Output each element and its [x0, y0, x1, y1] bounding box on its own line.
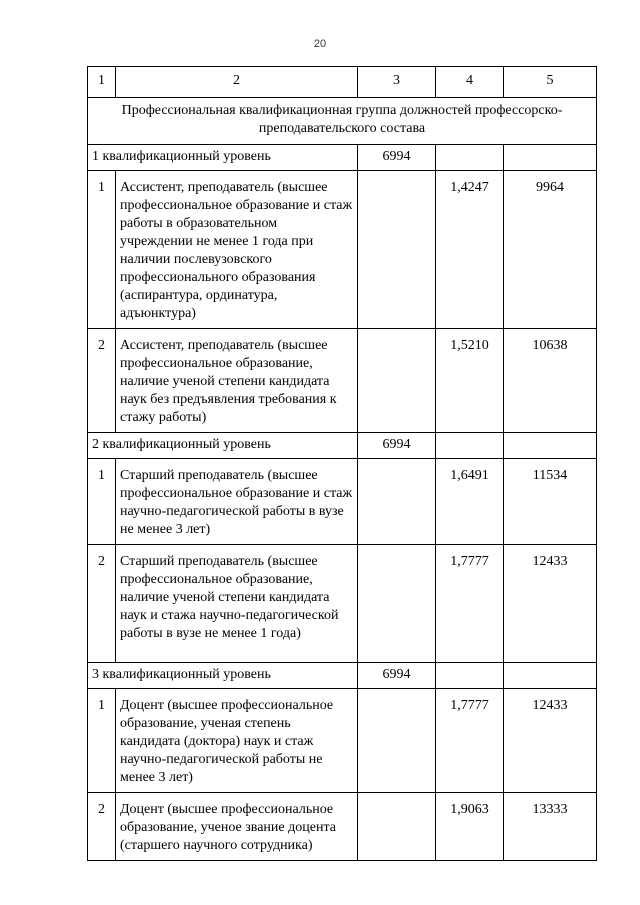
table-row — [88, 329, 597, 433]
salary-cell: 9964 — [504, 171, 597, 329]
coefficient-cell: 1,4247 — [436, 171, 504, 329]
row-number: 2 — [88, 793, 116, 861]
position-description: Доцент (высшее профессиональное образование, ученое звание доцента (старшего научного сотрудника) — [116, 793, 358, 861]
row-number: 1 — [88, 459, 116, 545]
base-salary-cell: 6994 — [358, 145, 436, 171]
coefficient-cell: 1,7777 — [436, 545, 504, 663]
coefficient-cell: 1,5210 — [436, 329, 504, 433]
empty-cell — [436, 145, 504, 171]
column-number-cell: 3 — [358, 67, 436, 98]
empty-cell — [358, 171, 436, 329]
group-title: Профессиональная квалификационная группа должностей профессорско-преподавательского состава — [88, 98, 597, 145]
table-row — [88, 171, 597, 329]
empty-cell — [436, 663, 504, 689]
salary-cell: 12433 — [504, 689, 597, 793]
salary-cell: 12433 — [504, 545, 597, 663]
row-number: 1 — [88, 689, 116, 793]
table-row — [88, 545, 597, 663]
qualification-level-row — [88, 663, 597, 689]
empty-cell — [358, 689, 436, 793]
empty-cell — [504, 663, 597, 689]
column-number-cell: 1 — [88, 67, 116, 98]
salary-table — [87, 66, 597, 861]
salary-cell: 13333 — [504, 793, 597, 861]
position-description: Старший преподаватель (высшее профессиональное образование, наличие ученой степени кандидата наук и стажа научно-педагогической работы в вузе не менее 1 года) — [116, 545, 358, 663]
row-number: 1 — [88, 171, 116, 329]
qualification-level-title: 3 квалификационный уровень — [88, 663, 358, 689]
row-number: 2 — [88, 329, 116, 433]
qualification-level-title: 2 квалификационный уровень — [88, 433, 358, 459]
empty-cell — [504, 145, 597, 171]
coefficient-cell: 1,9063 — [436, 793, 504, 861]
base-salary-cell: 6994 — [358, 433, 436, 459]
position-description: Ассистент, преподаватель (высшее профессиональное образование, наличие ученой степени кандидата наук без предъявления требования к стажу работы) — [116, 329, 358, 433]
salary-cell: 10638 — [504, 329, 597, 433]
empty-cell — [358, 545, 436, 663]
row-number: 2 — [88, 545, 116, 663]
empty-cell — [358, 329, 436, 433]
base-salary-cell: 6994 — [358, 663, 436, 689]
qualification-level-title: 1 квалификационный уровень — [88, 145, 358, 171]
position-description: Старший преподаватель (высшее профессиональное образование и стаж научно-педагогической работы в вузе не менее 3 лет) — [116, 459, 358, 545]
empty-cell — [436, 433, 504, 459]
position-description: Ассистент, преподаватель (высшее профессиональное образование и стаж работы в образовательном учреждении не менее 1 года при наличии послевузовского профессионального образования (аспирантура, ординатура, адъюнктура) — [116, 171, 358, 329]
column-number-cell: 4 — [436, 67, 504, 98]
qualification-level-row — [88, 145, 597, 171]
empty-cell — [358, 459, 436, 545]
page-number: 20 — [313, 38, 327, 50]
table-row — [88, 459, 597, 545]
table-row — [88, 793, 597, 861]
empty-cell — [358, 793, 436, 861]
qualification-level-row — [88, 433, 597, 459]
empty-cell — [504, 433, 597, 459]
coefficient-cell: 1,6491 — [436, 459, 504, 545]
column-number-cell: 5 — [504, 67, 597, 98]
coefficient-cell: 1,7777 — [436, 689, 504, 793]
column-number-cell: 2 — [116, 67, 358, 98]
table-row — [88, 689, 597, 793]
position-description: Доцент (высшее профессиональное образование, ученая степень кандидата (доктора) наук и стаж научно-педагогической работы не менее 3 лет) — [116, 689, 358, 793]
column-number-row — [88, 67, 597, 98]
salary-cell: 11534 — [504, 459, 597, 545]
group-title-row — [88, 98, 597, 145]
